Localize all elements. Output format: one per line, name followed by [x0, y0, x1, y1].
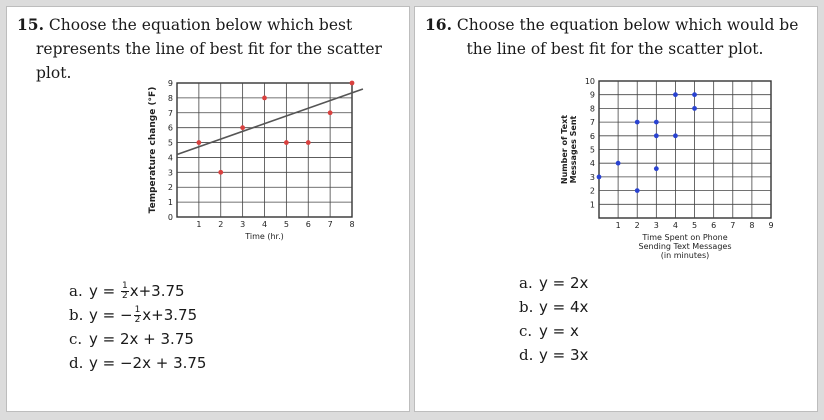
data-point: [616, 161, 621, 166]
y-axis-label: Messages Sent: [569, 115, 578, 184]
choice-letter: d.: [69, 354, 84, 372]
data-point: [284, 140, 289, 145]
fraction: $\frac{1}{2}$: [134, 304, 141, 325]
data-point: [262, 95, 267, 100]
choice-letter: c.: [69, 330, 83, 348]
x-tick-label: 1: [196, 220, 202, 229]
x-tick-label: 4: [261, 220, 268, 229]
question-15-line-1: Choose the equation below which best: [48, 16, 353, 34]
choice-equation: y = x: [539, 322, 579, 340]
data-point: [240, 125, 245, 130]
data-point: [673, 133, 678, 138]
choice-16-c[interactable]: [519, 319, 588, 343]
question-15-line-2: represents the line of best fit for the scatter: [36, 40, 382, 58]
choice-16-b[interactable]: [519, 295, 588, 319]
y-tick-label: 1: [167, 198, 173, 208]
y-tick-label: 0: [167, 213, 173, 222]
y-axis-label: Temperature change (°F): [148, 86, 158, 214]
text-messages-scatter-plot: [547, 69, 817, 267]
choice-equation: y = 2x: [539, 274, 589, 292]
y-axis-label: Number of Text: [560, 114, 569, 185]
choice-equation: y = −2x + 3.75: [89, 354, 207, 372]
y-tick-label: 10: [584, 77, 595, 86]
x-tick-label: 2: [218, 220, 224, 229]
y-tick-label: 7: [589, 118, 595, 128]
choice-equation: y = $\frac{1}{2}$ x+3.75: [89, 280, 185, 301]
choice-letter: d.: [519, 346, 534, 364]
data-point: [597, 175, 602, 180]
x-tick-label: 3: [240, 220, 246, 229]
x-tick-label: 9: [768, 221, 774, 230]
question-16-line-2: the line of best fit for the scatter plot.: [466, 40, 764, 58]
y-tick-label: 2: [167, 183, 173, 193]
data-point: [196, 140, 201, 145]
data-point: [328, 110, 333, 115]
question-16-panel: [414, 6, 818, 412]
choice-15-b[interactable]: [69, 303, 206, 327]
choice-letter: b.: [519, 298, 534, 316]
fraction: $\frac{1}{2}$: [121, 280, 128, 301]
question-15-panel: [6, 6, 410, 412]
choice-letter: a.: [519, 274, 533, 292]
x-tick-label: 8: [349, 220, 355, 229]
data-point: [350, 81, 355, 86]
question-15-number: 15.: [17, 15, 44, 34]
x-tick-label: 8: [749, 221, 755, 230]
y-tick-label: 8: [167, 93, 173, 103]
choice-letter: a.: [69, 282, 83, 300]
question-16-text: [425, 13, 805, 61]
x-tick-label: 6: [305, 220, 311, 229]
y-tick-label: 1: [589, 200, 595, 210]
choice-equation: y = 2x + 3.75: [89, 330, 194, 348]
y-tick-label: 2: [589, 186, 595, 196]
data-point: [654, 166, 659, 171]
x-axis-label: Time Spent on Phone: [642, 233, 728, 242]
y-tick-label: 7: [167, 108, 173, 118]
choice-16-a[interactable]: [519, 271, 588, 295]
x-tick-label: 2: [634, 221, 640, 230]
choice-15-c[interactable]: [69, 327, 206, 351]
x-tick-label: 7: [327, 220, 333, 229]
y-tick-label: 6: [167, 123, 173, 133]
data-point: [654, 133, 659, 138]
data-point: [654, 120, 659, 125]
x-tick-label: 1: [615, 221, 621, 230]
x-tick-label: 7: [730, 221, 736, 230]
choice-16-d[interactable]: [519, 343, 588, 367]
choice-15-d[interactable]: [69, 351, 206, 375]
data-point: [692, 92, 697, 97]
data-point: [306, 140, 311, 145]
x-tick-label: 6: [711, 221, 717, 230]
x-tick-label: 3: [653, 221, 659, 230]
x-axis-label: (in minutes): [660, 251, 710, 260]
question-16-line-1: Choose the equation below which would be: [456, 16, 799, 34]
y-tick-label: 4: [167, 153, 173, 163]
y-tick-label: 8: [589, 104, 595, 114]
choice-equation: y = − $\frac{1}{2}$ x+3.75: [89, 304, 198, 325]
temperature-scatter-plot: [127, 73, 367, 253]
choice-letter: b.: [69, 306, 84, 324]
choice-equation: y = 3x: [539, 346, 589, 364]
data-point: [673, 92, 678, 97]
y-tick-label: 4: [589, 159, 595, 169]
question-16-number: 16.: [425, 15, 452, 34]
y-tick-label: 9: [167, 79, 173, 88]
y-tick-label: 5: [589, 145, 595, 155]
data-point: [692, 106, 697, 111]
x-tick-label: 5: [283, 220, 289, 229]
data-point: [635, 188, 640, 193]
x-axis-label: Time (hr.): [245, 232, 284, 241]
y-tick-label: 3: [589, 172, 595, 182]
choice-15-a[interactable]: [69, 279, 206, 303]
question-16-choices: [519, 271, 588, 367]
x-tick-label: 5: [692, 221, 698, 230]
data-point: [218, 170, 223, 175]
y-tick-label: 3: [167, 168, 173, 178]
question-15-line-3: plot.: [36, 64, 72, 82]
y-tick-label: 9: [589, 90, 595, 100]
y-tick-label: 5: [167, 138, 173, 148]
y-tick-label: 6: [589, 131, 595, 141]
x-tick-label: 4: [672, 221, 678, 230]
choice-letter: c.: [519, 322, 533, 340]
choice-equation: y = 4x: [539, 298, 589, 316]
question-15-choices: [69, 279, 206, 375]
x-axis-label: Sending Text Messages: [638, 242, 732, 251]
data-point: [635, 120, 640, 125]
